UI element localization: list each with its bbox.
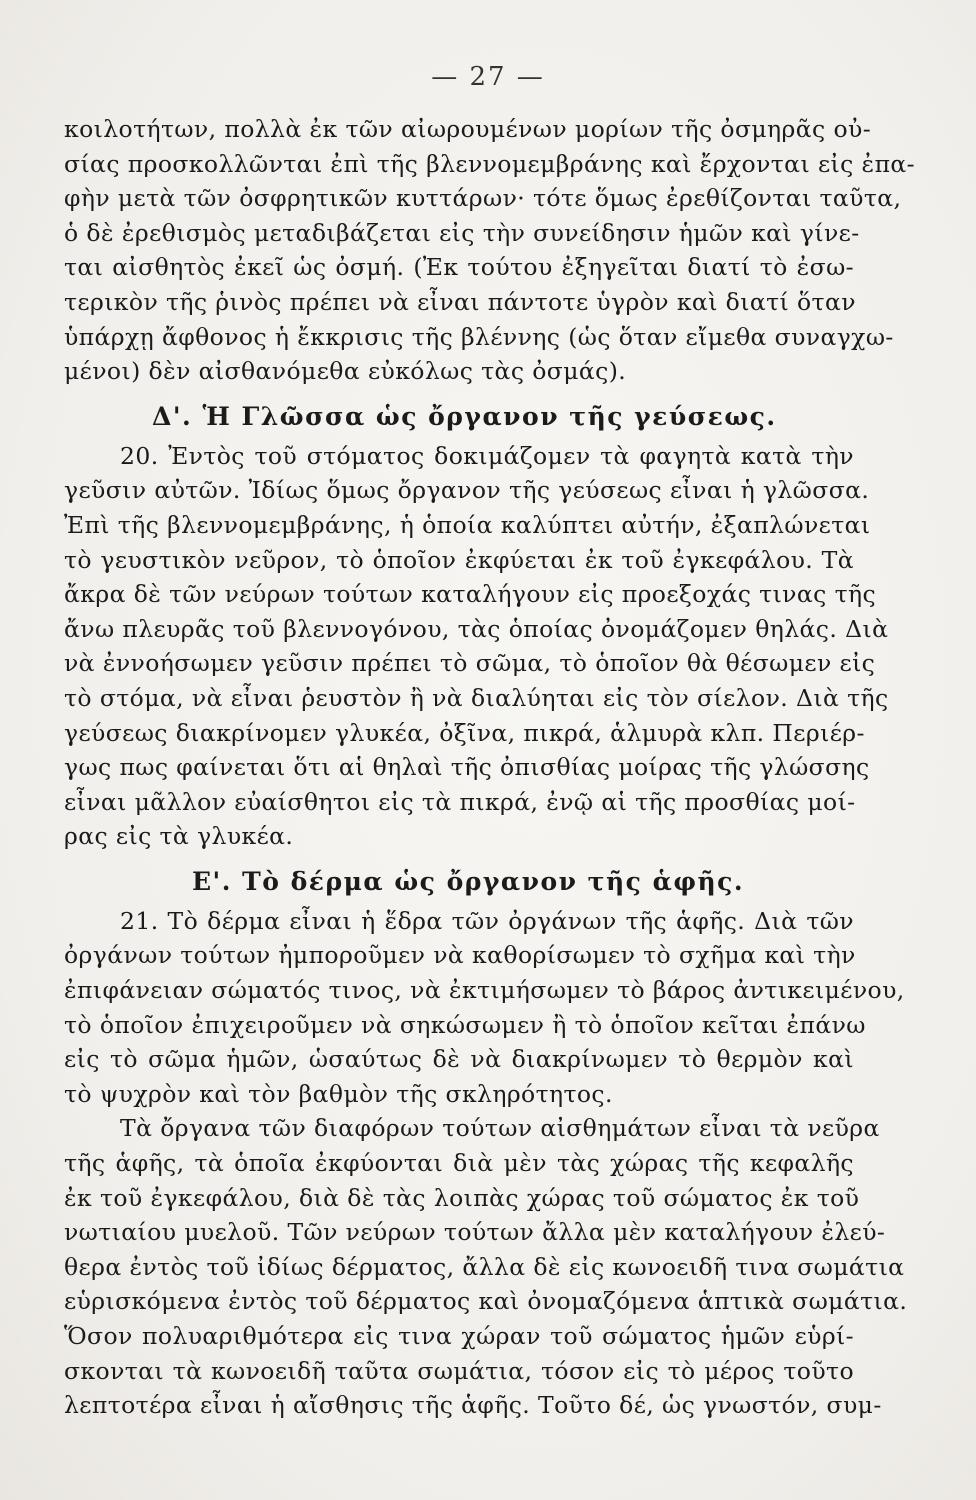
body-text	[64, 112, 916, 1423]
text-line: ὀργάνων τούτων ἠμποροῦμεν νὰ καθορίσωμεν τὸ σχῆμα καὶ τὴν	[64, 941, 856, 970]
text-line: γεῦσιν αὐτῶν. Ἰδίως ὅμως ὄργανον τῆς γεύσεως εἶναι ἡ γλῶσσα.	[64, 476, 870, 505]
text-line: νωτιαίου μυελοῦ. Τῶν νεύρων τούτων ἄλλα μὲν καταλήγουν ἐλεύ-	[64, 1218, 886, 1247]
text-line: Ἐπὶ τῆς βλεννομεμβράνης, ἡ ὁποία καλύπτει αὐτήν, ἐξαπλώνεται	[64, 510, 871, 539]
paragraph-21-continued	[64, 1111, 908, 1422]
text-line: γεύσεως διακρίνομεν γλυκέα, ὀξῖνα, πικρά, ἁλμυρὰ κλπ. Περιέρ-	[64, 718, 865, 747]
text-line: θερα ἐντὸς τοῦ ἰδίως δέρματος, ἄλλα δὲ εἰς κωνοειδῆ τινα σωμάτια	[64, 1252, 905, 1281]
text-line: φὴν μετὰ τῶν ὀσφρητικῶν κυττάρων· τότε ὅμως ἐρεθίζονται ταῦτα,	[64, 184, 902, 213]
text-line: Τὰ ὄργανα τῶν διαφόρων τούτων αἰσθημάτων εἶναι τὰ νεῦρα	[120, 1114, 880, 1143]
paragraph-20	[64, 439, 889, 854]
text-line: γως πως φαίνεται ὅτι αἱ θηλαὶ τῆς ὀπισθίας μοίρας τῆς γλώσσης	[64, 753, 870, 782]
text-line: σκονται τὰ κωνοειδῆ ταῦτα σωμάτια, τόσον εἰς τὸ μέρος τοῦτο	[64, 1356, 854, 1385]
text-line: ται αἰσθητὸς ἐκεῖ ὡς ὀσμή. (Ἐκ τούτου ἐξηγεῖται διατί τὸ ἐσω-	[64, 253, 854, 282]
text-line: τὸ γευστικὸν νεῦρον, τὸ ὁποῖον ἐκφύεται ἐκ τοῦ ἐγκεφάλου. Τὰ	[64, 545, 854, 574]
text-line: 20. Ἐντὸς τοῦ στόματος δοκιμάζομεν τὰ φαγητὰ κατὰ τὴν	[120, 441, 854, 470]
section-heading-epsilon: Ε'. Τὸ δέρμα ὡς ὄργανον τῆς ἁφῆς.	[192, 866, 745, 896]
text-line: ἄνω πλευρᾶς τοῦ βλεννογόνου, τὰς ὁποίας ὀνομάζομεν θηλάς. Διὰ	[64, 614, 889, 643]
text-line: νὰ ἐννοήσωμεν γεῦσιν πρέπει τὸ σῶμα, τὸ ὁποῖον θὰ θέσωμεν εἰς	[64, 649, 876, 678]
text-line: ἐκ τοῦ ἐγκεφάλου, διὰ δὲ τὰς λοιπὰς χώρας τοῦ σώματος ἐκ τοῦ	[64, 1183, 860, 1212]
text-line: ἄκρα δὲ τῶν νεύρων τούτων καταλήγουν εἰς προεξοχάς τινας τῆς	[64, 580, 877, 609]
text-line: τὸ στόμα, νὰ εἶναι ῥευστὸν ἢ νὰ διαλύηται εἰς τὸν σίελον. Διὰ τῆς	[64, 683, 889, 712]
paragraph-intro	[64, 112, 916, 389]
page-number: — 27 —	[431, 62, 545, 92]
text-line: λεπτοτέρα εἶναι ἡ αἴσθησις τῆς ἁφῆς. Τοῦτο δέ, ὡς γνωστόν, συμ-	[64, 1391, 882, 1420]
paragraph-21	[64, 904, 905, 1112]
text-line: ὑπάρχῃ ἄφθονος ἡ ἔκκρισις τῆς βλέννης (ὡς ὅταν εἴμεθα συναγχω-	[64, 322, 894, 351]
text-line: εὑρισκόμενα ἐντὸς τοῦ δέρματος καὶ ὀνομαζόμενα ἁπτικὰ σωμάτια.	[64, 1287, 908, 1316]
text-line: εἰς τὸ σῶμα ἡμῶν, ὡσαύτως δὲ νὰ διακρίνωμεν τὸ θερμὸν καὶ	[64, 1045, 854, 1074]
text-line: ρας εἰς τὰ γλυκέα.	[64, 822, 294, 851]
text-line: Ὅσον πολυαριθμότερα εἰς τινα χώραν τοῦ σώματος ἡμῶν εὑρί-	[64, 1322, 854, 1350]
text-line: ἐπιφάνειαν σώματός τινος, νὰ ἐκτιμήσωμεν τὸ βάρος ἀντικειμένου,	[64, 976, 905, 1005]
text-line: τερικὸν τῆς ῥινὸς πρέπει νὰ εἶναι πάντοτε ὑγρὸν καὶ διατί ὅταν	[64, 287, 856, 316]
text-line: σίας προσκολλῶνται ἐπὶ τῆς βλεννομεμβράνης καὶ ἔρχονται εἰς ἐπα-	[64, 149, 916, 178]
text-line: τὸ ψυχρὸν καὶ τὸν βαθμὸν τῆς σκληρότητος.	[64, 1079, 613, 1108]
text-line: εἶναι μᾶλλον εὐαίσθητοι εἰς τὰ πικρά, ἐνῷ αἱ τῆς προσθίας μοί-	[64, 787, 856, 816]
text-line: 21. Τὸ δέρμα εἶναι ἡ ἕδρα τῶν ὀργάνων τῆς ἁφῆς. Διὰ τῶν	[120, 906, 854, 935]
text-line: τὸ ὁποῖον ἐπιχειροῦμεν νὰ σηκώσωμεν ἢ τὸ ὁποῖον κεῖται ἐπάνω	[64, 1010, 866, 1039]
section-heading-delta: Δ'. Ἡ Γλῶσσα ὡς ὄργανον τῆς γεύσεως.	[152, 401, 777, 431]
text-line: μένοι) δὲν αἰσθανόμεθα εὐκόλως τὰς ὀσμάς).	[64, 357, 627, 386]
text-line: κοιλοτήτων, πολλὰ ἐκ τῶν αἰωρουμένων μορίων τῆς ὀσμηρᾶς οὐ-	[64, 115, 872, 143]
text-line: τῆς ἁφῆς, τὰ ὁποῖα ἐκφύονται διὰ μὲν τὰς χώρας τῆς κεφαλῆς	[64, 1149, 854, 1178]
text-line: ὁ δὲ ἐρεθισμὸς μεταδιβάζεται εἰς τὴν συνείδησιν ἡμῶν καὶ γίνε-	[64, 218, 860, 247]
